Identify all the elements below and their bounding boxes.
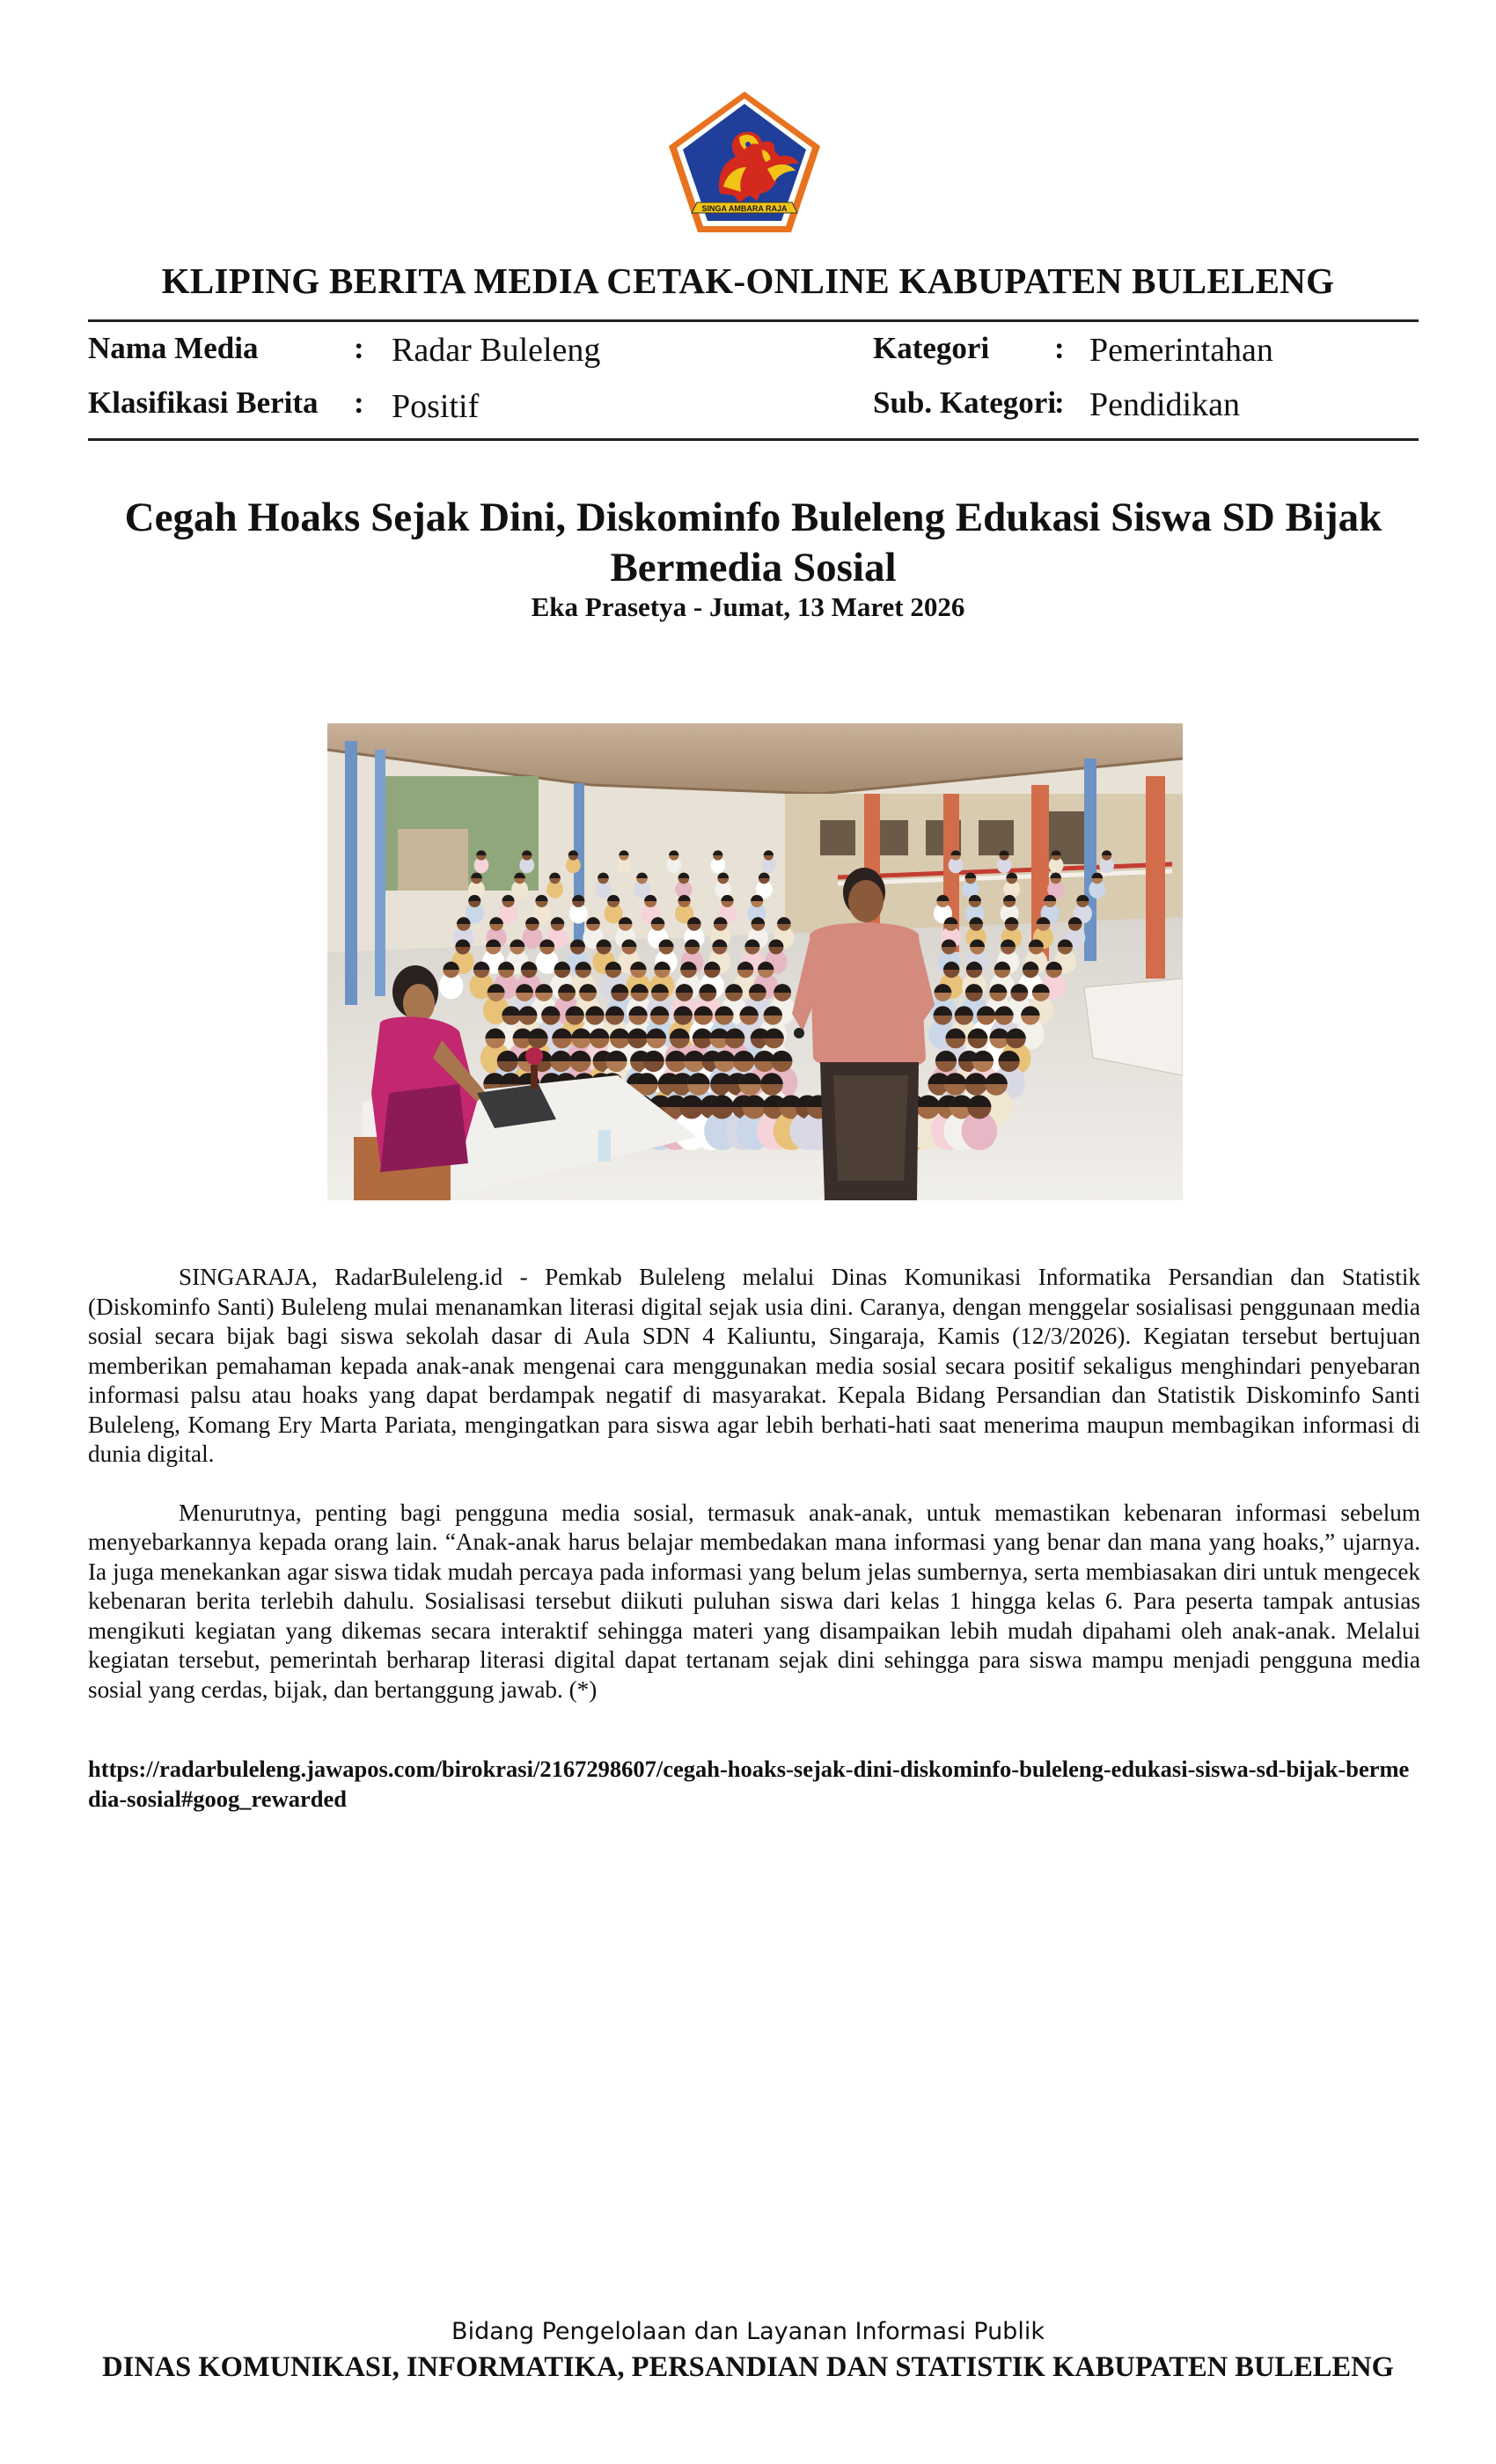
article-byline: Eka Prasetya - Jumat, 13 Maret 2026 <box>531 591 965 622</box>
news-classification-value: Positif <box>392 388 480 425</box>
document-header-title: KLIPING BERITA MEDIA CETAK-ONLINE KABUPATEN BULELENG <box>161 260 1335 301</box>
buleleng-regency-emblem-icon <box>665 88 824 236</box>
article-body <box>88 1263 1420 1705</box>
category-label: Kategori <box>873 331 990 365</box>
category-value: Pemerintahan <box>1089 332 1273 369</box>
source-link[interactable]: https://radarbuleleng.jawapos.com/birokrasi/2167298607/cegah-hoaks-sejak-dini-diskominfo-buleleng-edukasi-siswa-sd-bijak-bermedia-sosial#goog_rewarded <box>88 1756 1410 1812</box>
header-divider-bottom <box>88 438 1419 441</box>
category-colon: : <box>1054 331 1065 365</box>
news-classification-label: Klasifikasi Berita <box>88 385 319 420</box>
article-paragraph: SINGARAJA, RadarBuleleng.id - Pemkab Buleleng melalui Dinas Komunikasi Informatika Persandian dan Statistik (Diskominfo Santi) Buleleng mulai menanamkan literasi digital sejak usia dini. Caranya, dengan menggelar sosialisasi penggunaan media sosial secara bijak bagi siswa sekolah dasar di Aula SDN 4 Kaliuntu, Singaraja, Kamis (12/3/2026). Kegiatan tersebut bertujuan memberikan pemahaman kepada anak-anak mengenai cara menggunakan media sosial secara positif sekaligus menghindari penyebaran informasi palsu atau hoaks yang dapat berdampak negatif di masyarakat. Kepala Bidang Persandian dan Statistik Diskominfo Santi Buleleng, Komang Ery Marta Pariata, mengingatkan para siswa agar lebih berhati-hati saat menerima maupun membagikan informasi di dunia digital. <box>88 1264 1420 1467</box>
article-paragraph: Menurutnya, penting bagi pengguna media sosial, termasuk anak-anak, untuk memastikan kebenaran informasi sebelum menyebarkannya kepada orang lain. “Anak-anak harus belajar membedakan mana informasi yang benar dan mana yang hoaks,” ujarnya. Ia juga menekankan agar siswa tidak mudah percaya pada informasi yang belum jelas sumbernya, serta membiasakan diri untuk mengecek kebenaran berita terlebih dahulu. Sosialisasi tersebut diikuti puluhan siswa dari kelas 1 hingga kelas 6. Para peserta tampak antusias mengikuti kegiatan yang dikemas secara interaktif sehingga materi yang disampaikan lebih mudah dipahami oleh anak-anak. Melalui kegiatan tersebut, pemerintah berharap literasi digital dapat tertanam sejak dini sehingga para siswa mampu menjadi pengguna media sosial yang cerdas, bijak, dan bertanggung jawab. (*) <box>88 1499 1420 1703</box>
footer-department-subtitle: Bidang Pengelolaan dan Layanan Informasi Publik <box>451 2318 1045 2345</box>
subcategory-value: Pendidikan <box>1089 386 1240 423</box>
classroom-socialization-photo <box>327 723 1183 1200</box>
article-title: Cegah Hoaks Sejak Dini, Diskominfo Buleleng Edukasi Siswa SD Bijak Bermedia Sosial <box>124 495 1382 590</box>
media-name-label: Nama Media <box>88 331 259 365</box>
subcategory-colon: : <box>1054 385 1065 420</box>
subcategory-label: Sub. Kategori <box>873 385 1057 420</box>
header-divider-top <box>88 319 1419 322</box>
media-name-value: Radar Buleleng <box>392 332 601 369</box>
emblem-ribbon-text: SINGA AMBARA RAJA <box>701 204 788 213</box>
media-name-colon: : <box>354 331 364 365</box>
footer-agency-title: DINAS KOMUNIKASI, INFORMATIKA, PERSANDIAN DAN STATISTIK KABUPATEN BULELENG <box>102 2351 1394 2383</box>
news-classification-colon: : <box>354 385 364 420</box>
